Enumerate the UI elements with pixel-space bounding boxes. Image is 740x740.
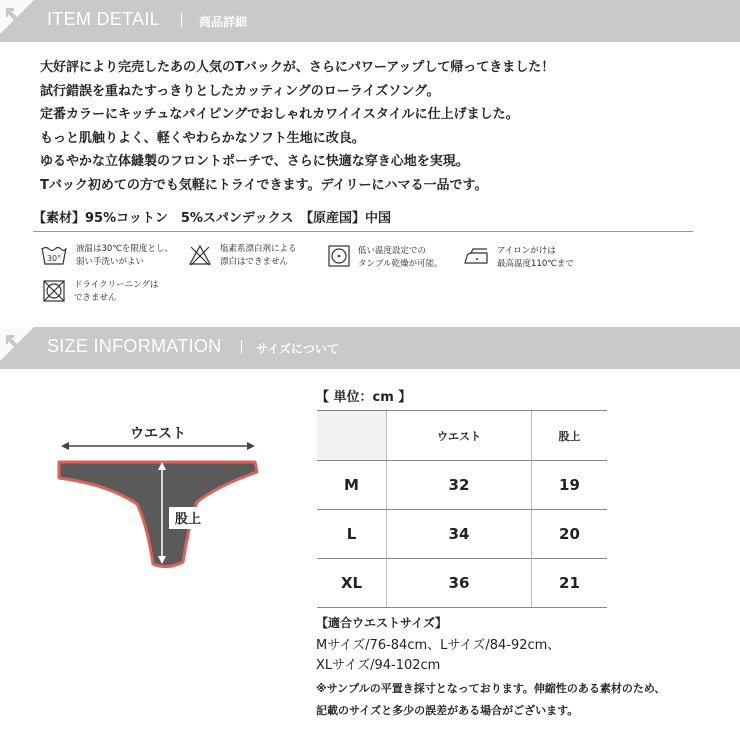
description-line: 大好評により完売したあの人気のTバックが、さらにパワーアップして帰ってきました！ bbox=[40, 60, 555, 75]
material-origin: 【素材】95%コットン 5%スパンデックス 【原産国】中国 bbox=[33, 211, 392, 226]
size-table bbox=[317, 410, 607, 608]
product-description bbox=[40, 56, 720, 197]
table-row bbox=[317, 461, 607, 510]
unit-label: 【 単位：cm 】 bbox=[316, 390, 412, 405]
care-text: ドライクリーニングは bbox=[74, 280, 159, 290]
size-cell: L bbox=[317, 510, 387, 559]
size-info-header bbox=[0, 327, 740, 369]
waist-label: ウエスト bbox=[130, 426, 186, 442]
waist-cell: 32 bbox=[387, 461, 532, 510]
fit-size-title: 【適合ウエストサイズ】 bbox=[316, 616, 448, 630]
care-dry bbox=[328, 245, 443, 271]
description-line: Tバック初めての方でも気軽にトライできます。デイリーにハマる一品です。 bbox=[40, 177, 488, 193]
wash-temp-label: 30° bbox=[46, 254, 62, 263]
table-corner-cell bbox=[317, 411, 387, 461]
item-detail-header bbox=[0, 0, 740, 42]
rise-label: 股上 bbox=[174, 512, 202, 527]
care-text: アイロンがけは bbox=[497, 246, 556, 256]
description-line: 定番カラーにキッチュなパイピングでおしゃれカワイイスタイルに仕上げました。 bbox=[40, 107, 519, 122]
garment-shape bbox=[59, 462, 257, 567]
section-subtitle: 商品詳細 bbox=[199, 15, 248, 29]
measurement-note: 記載のサイズと多少の誤差がある場合がございます。 bbox=[316, 704, 579, 717]
no-dry-clean-icon bbox=[42, 279, 66, 303]
care-text: できません bbox=[74, 293, 117, 303]
table-row bbox=[317, 559, 607, 608]
section-subtitle: サイズについて bbox=[256, 342, 339, 356]
description-line: ゆるやかな立体縫製のフロントポーチで、さらに快適な穿き心地を実現。 bbox=[40, 154, 469, 169]
table-header-row bbox=[317, 411, 607, 461]
care-text: 最高温度110℃まで bbox=[497, 259, 574, 269]
column-header-rise: 股上 bbox=[531, 411, 607, 461]
waist-cell: 36 bbox=[387, 559, 532, 608]
care-dry-clean bbox=[42, 279, 158, 305]
rise-cell: 20 bbox=[531, 510, 607, 559]
fit-size-line: XLサイズ/94-102cm bbox=[316, 658, 441, 673]
title-separator bbox=[241, 340, 242, 354]
care-text: 弱い手洗いがよい bbox=[76, 257, 145, 267]
waist-cell: 34 bbox=[387, 510, 532, 559]
corner-arrow-icon bbox=[0, 327, 34, 361]
care-text: タンブル乾燥が可能。 bbox=[358, 259, 443, 269]
waist-arrow bbox=[61, 442, 255, 450]
table-row bbox=[317, 510, 607, 559]
garment-measure-diagram bbox=[55, 420, 265, 575]
size-cell: XL bbox=[317, 559, 387, 608]
care-text: 低い温度設定での bbox=[358, 246, 427, 256]
description-line: 試行錯誤を重ねたすっきりとしたカッティングのローライズソング。 bbox=[40, 83, 440, 99]
no-bleach-icon bbox=[188, 243, 212, 267]
rise-cell: 19 bbox=[531, 461, 607, 510]
tumble-dry-low-icon bbox=[328, 245, 350, 267]
fit-size-line: Mサイズ/76-84cm、Lサイズ/84-92cm、 bbox=[316, 638, 561, 653]
title-separator bbox=[181, 13, 182, 27]
rise-cell: 21 bbox=[531, 559, 607, 608]
care-bleach bbox=[188, 243, 297, 269]
care-wash bbox=[40, 243, 173, 269]
corner-arrow-icon bbox=[0, 0, 34, 34]
wash-30-icon bbox=[40, 243, 68, 267]
care-text: 塩素系漂白剤による bbox=[220, 244, 297, 254]
iron-icon bbox=[463, 245, 489, 267]
divider bbox=[33, 231, 693, 232]
description-line: もっと肌触りよく、軽くやわらかなソフト生地に改良。 bbox=[40, 130, 365, 146]
measurement-note: ※サンプルの平置き採寸となっております。伸縮性のある素材のため、 bbox=[316, 682, 666, 695]
column-header-waist: ウエスト bbox=[387, 411, 532, 461]
section-title: ITEM DETAIL bbox=[47, 9, 160, 29]
section-title: SIZE INFORMATION bbox=[47, 336, 222, 356]
size-cell: M bbox=[317, 461, 387, 510]
care-text: 漂白はできません bbox=[220, 257, 289, 267]
care-iron bbox=[463, 245, 574, 271]
care-text: 液温は30℃を限度とし、 bbox=[76, 244, 173, 254]
